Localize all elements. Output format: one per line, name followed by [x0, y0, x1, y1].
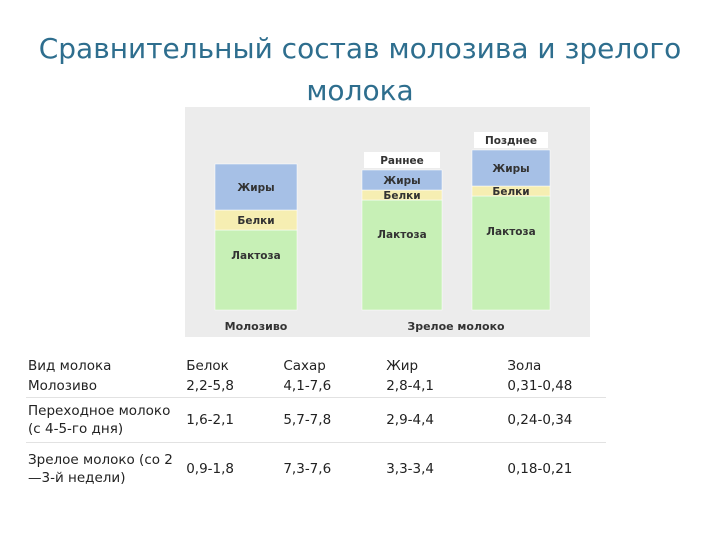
- table-header-cell: Жир: [386, 358, 419, 374]
- segment-label: Белки: [237, 215, 275, 227]
- table-cell: 3,3-3,4: [386, 461, 434, 477]
- segment-label: Жиры: [492, 163, 530, 175]
- table-header-cell: Вид молока: [28, 358, 112, 374]
- table-cell: 0,18-0,21: [507, 461, 573, 477]
- segment-label: Лактоза: [231, 250, 281, 262]
- table-cell: 2,9-4,4: [384, 398, 505, 443]
- group-label: Зрелое молоко: [407, 320, 505, 333]
- table-cell: 0,9-1,8: [186, 461, 234, 477]
- table-header-cell: Зола: [507, 358, 542, 374]
- group-label: Молозиво: [224, 320, 288, 333]
- top-label: Позднее: [484, 135, 538, 147]
- table-cell: Зрелое молоко (со 2 —3-й недели): [28, 452, 173, 486]
- bar-segment-lactose: [362, 200, 442, 310]
- segment-label: Жиры: [237, 182, 275, 194]
- segment-label: Белки: [492, 186, 530, 198]
- table-header-cell: Белок: [186, 358, 229, 374]
- table-header-row: [26, 357, 606, 375]
- table-cell: 1,6-2,1: [184, 398, 281, 443]
- table-header-cell: Сахар: [283, 358, 326, 374]
- bar-segment-lactose: [215, 230, 297, 310]
- table-cell: 0,24-0,34: [505, 398, 606, 443]
- table-cell: 2,2-5,8: [184, 375, 281, 398]
- composition-table: [26, 357, 606, 495]
- table-cell: Молозиво: [26, 375, 184, 398]
- bar-segment-lactose: [472, 196, 550, 310]
- top-label: Раннее: [380, 155, 424, 167]
- table-row: [26, 375, 606, 398]
- table-cell: 5,7-7,8: [281, 398, 384, 443]
- table-cell: 0,31-0,48: [505, 375, 606, 398]
- slide-title: Сравнительный состав молозива и зрелого молока: [38, 32, 682, 107]
- stacked-bar-chart: [185, 107, 590, 337]
- segment-label: Жиры: [383, 175, 421, 187]
- segment-label: Лактоза: [486, 226, 536, 239]
- segment-label: Белки: [383, 190, 421, 202]
- segment-label: Лактоза: [377, 229, 427, 241]
- table-cell: 4,1-7,6: [281, 375, 384, 398]
- table-cell: 7,3-7,6: [283, 461, 332, 477]
- table-cell: Переходное молоко (с 4-5-го дня): [26, 398, 184, 443]
- table-row: [26, 398, 606, 443]
- table-row: [26, 443, 606, 496]
- table-cell: 2,8-4,1: [384, 375, 505, 398]
